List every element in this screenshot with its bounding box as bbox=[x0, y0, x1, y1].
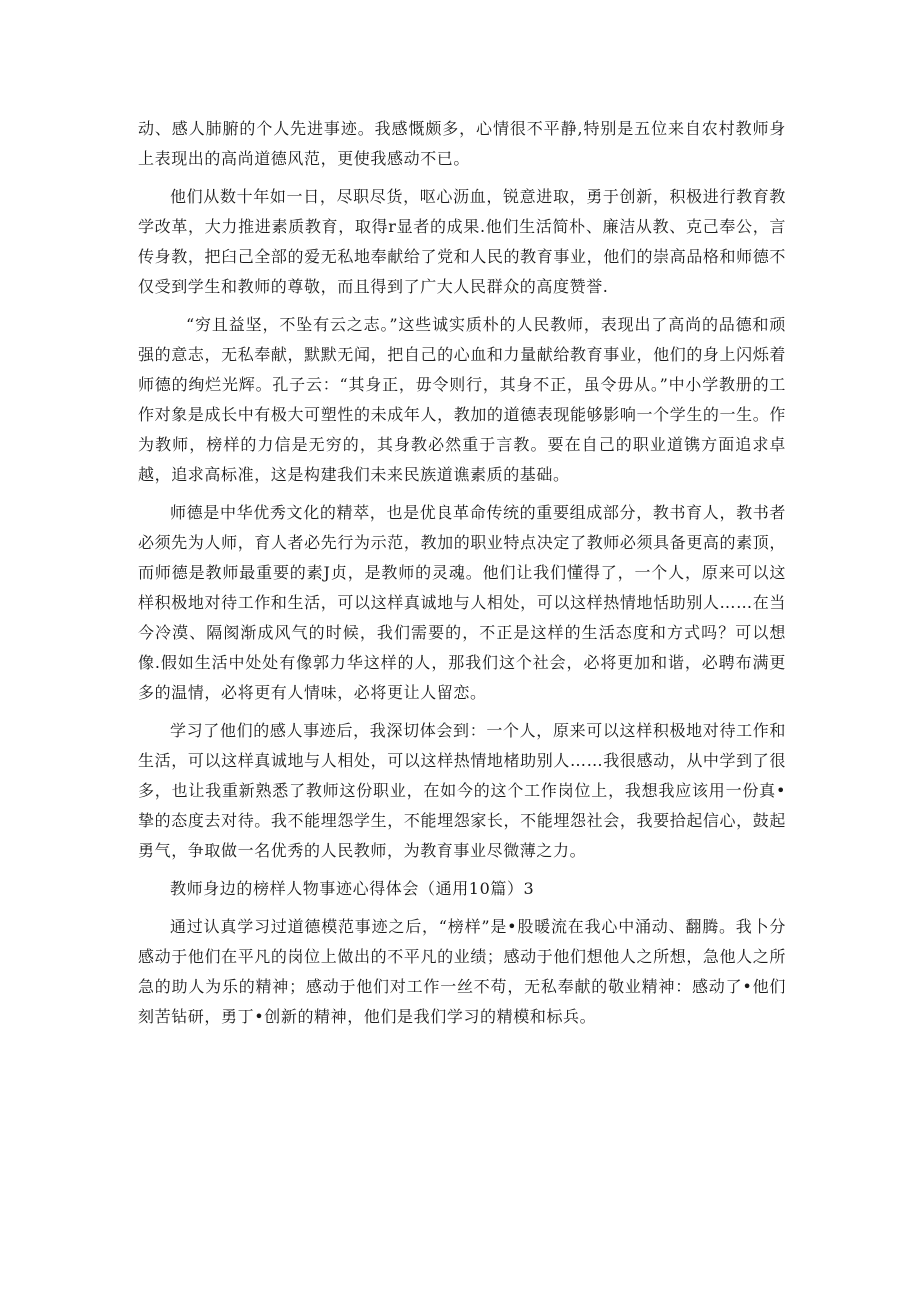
paragraph-3: “穷且益坚，不坠有云之志。”这些诚实质朴的人民教师，表现出了高尚的品德和顽强的意志，无私奉献，默默无闻，把自己的心血和力量献给教育事业，他们的身上闪烁着师德的绚烂光辉。孔子云：“其身正，毋令则行，其身不正，虽令毋从。”中小学教册的工作对象是成长中有极大可塑性的未成年人，教加的道德表现能够影响一个学生的一生。作为教师，榜样的力信是无穷的，其身教必然重于言教。要在自己的职业道镌方面追求卓越，追求高标准，这是构建我们未来民族道谯素质的基础。 bbox=[138, 315, 786, 484]
paragraph-5: 学习了他们的感人事迹后，我深切体会到：一个人，原来可以这样积极地对待工作和生活，可以这样真诚地与人相处，可以这样热情地楮助别人……我很感动，从中学到了很多，也让我重新熟悉了教师这份职业，在如今的这个工作岗位上，我想我应该用一份真•挚的态度去对待。我不能埋怨学生，不能埋怨家长，不能埋怨社会，我要拾起信心，鼓起勇气，争取做一名优秀的人民教师，为教育事业尽微薄之力。 bbox=[138, 721, 786, 860]
section-heading: 教师身边的榜样人物事迹心得体会（通用10篇）3 bbox=[170, 879, 535, 898]
paragraph-1: 动、感人肺腑的个人先进事迹。我感慨颇多，心情很不平静,特别是五位来自农村教师身上表现出的高尚道德风范，更使我感动不已。 bbox=[138, 119, 786, 168]
paragraph-4: 师德是中华优秀文化的精萃，也是优良革命传统的重要组成部分，教书育人，教书者必须先为人师，育人者必先行为示范，教加的职业特点决定了教师必须具备更高的素顶，而师德是教师最重要的素J贞，是教师的灵魂。他们让我们懂得了，一个人，原来可以这样积极地对待工作和生活，可以这样真诚地与人相处，可以这样热情地恬助别人……在当今冷漠、隔阂渐成风气的时候，我们需要的，不正是这样的生活态度和方式吗？可以想像.假如生活中处处有像郭力华这样的人，那我们这个社会，必将更加和谐，必聘布满更多的温情，必将更有人情味，必将更让人留恋。 bbox=[138, 503, 786, 702]
paragraph-2: 他们从数十年如一日，尽职尽货，呕心沥血，锐意进取，勇于创新，积极进行教育教学改革，大力推进素质教育，取得r显者的成果.他们生活简朴、廉洁从教、克己奉公，言传身教，把臼己全部的爱无私地奉献给了党和人民的教育事业，他们的崇高品格和师德不仅受到学生和教师的尊敬，而且得到了广大人民群众的高度赞誉. bbox=[138, 187, 786, 296]
paragraph-6: 通过认真学习过道德模范事迹之后，“榜样”是•股暖流在我心中涌动、翻腾。我卜分感动于他们在平凡的岗位上做出的不平凡的业绩；感动于他们想他人之所想，急他人之所急的助人为乐的精神；感动于他们对工作一丝不苟，无私奉献的敬业精神：感动了•他们刻苦钻研，勇丁•创新的精神，他们是我们学习的精模和标兵。 bbox=[138, 917, 786, 1026]
